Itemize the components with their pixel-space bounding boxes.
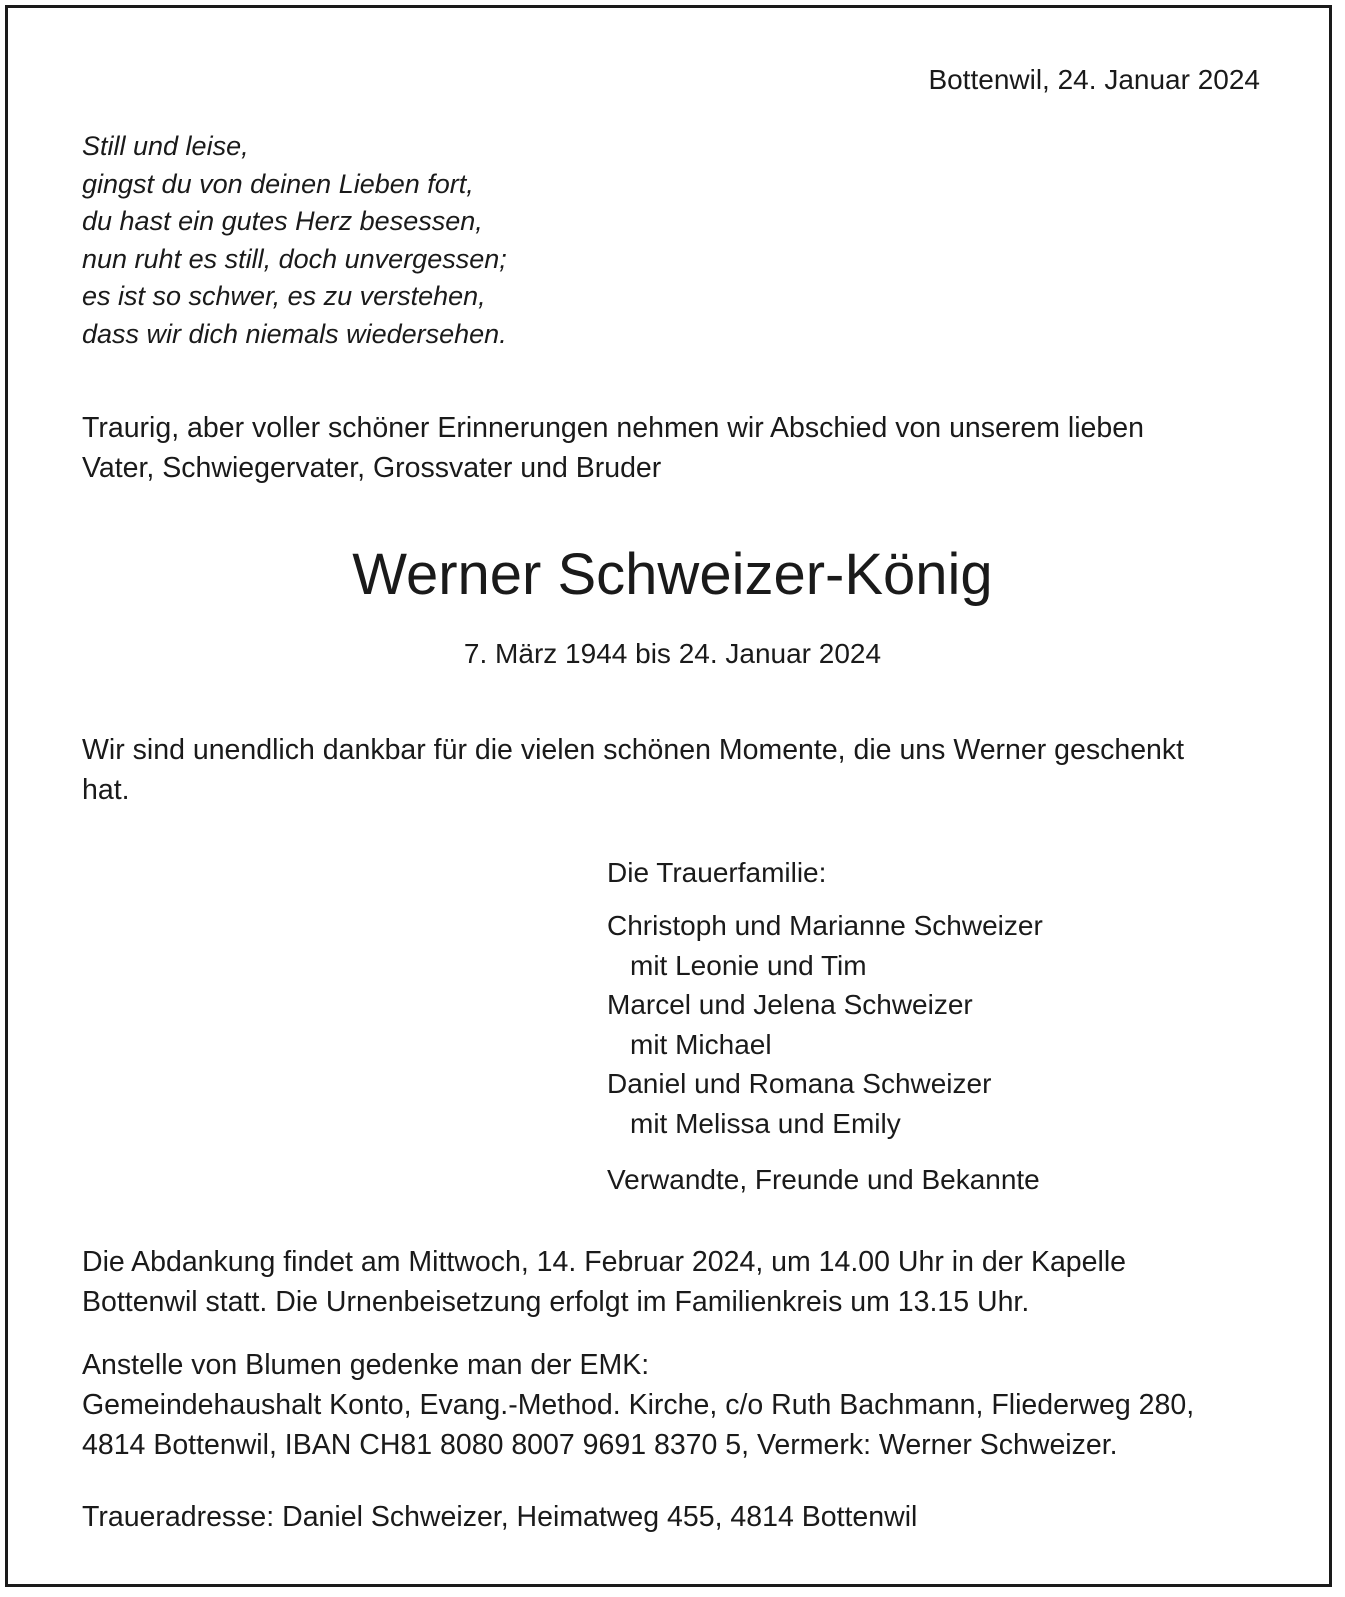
poem-line: dass wir dich niemals wiedersehen. (82, 318, 507, 349)
donation-paragraph (82, 1345, 1194, 1465)
mourning-address: Traueradresse: Daniel Schweizer, Heimatweg 455, 4814 Bottenwil (82, 1501, 918, 1533)
service-line: Die Abdankung findet am Mittwoch, 14. Februar 2024, um 14.00 Uhr in der Kapelle (82, 1246, 1127, 1278)
family-couple: Marcel und Jelena Schweizer (607, 989, 973, 1020)
donation-line: Gemeindehaushalt Konto, Evang.-Method. Kirche, c/o Ruth Bachmann, Fliederweg 280, (82, 1389, 1195, 1421)
family-couple: Daniel und Romana Schweizer (607, 1068, 992, 1099)
intro-line: Vater, Schwiegervater, Grossvater und Bruder (82, 452, 662, 484)
intro-paragraph (82, 408, 1144, 488)
service-line: Bottenwil statt. Die Urnenbeisetzung erfolgt im Familienkreis um 13.15 Uhr. (82, 1286, 1030, 1318)
place-date: Bottenwil, 24. Januar 2024 (928, 64, 1260, 95)
thanks-paragraph (82, 730, 1184, 810)
poem-line: es ist so schwer, es zu verstehen, (82, 281, 486, 312)
family-others: Verwandte, Freunde und Bekannte (607, 1164, 1040, 1195)
donation-line: Anstelle von Blumen gedenke man der EMK: (82, 1349, 650, 1381)
intro-line: Traurig, aber voller schöner Erinnerungen nehmen wir Abschied von unserem lieben (82, 412, 1144, 444)
thanks-line: Wir sind unendlich dankbar für die vielen schönen Momente, die uns Werner geschenkt (82, 734, 1185, 766)
service-paragraph (82, 1242, 1126, 1322)
family-heading: Die Trauerfamilie: (607, 857, 827, 888)
life-dates: 7. März 1944 bis 24. Januar 2024 (463, 638, 882, 669)
thanks-line: hat. (82, 774, 130, 806)
poem-line: Still und leise, (82, 131, 249, 161)
family-children: mit Leonie und Tim (630, 949, 867, 981)
family-children: mit Michael (630, 1028, 772, 1060)
mourning-family (607, 853, 1043, 1200)
donation-line: 4814 Bottenwil, IBAN CH81 8080 8007 9691 8370 5, Vermerk: Werner Schweizer. (82, 1429, 1118, 1461)
poem-line: du hast ein gutes Herz besessen, (82, 206, 483, 237)
family-couple: Christoph und Marianne Schweizer (607, 910, 1043, 941)
poem-line: gingst du von deinen Lieben fort, (82, 168, 474, 199)
family-children: mit Melissa und Emily (630, 1107, 901, 1139)
poem (82, 128, 507, 354)
poem-line: nun ruht es still, doch unvergessen; (82, 243, 507, 274)
deceased-name: Werner Schweizer-König (352, 542, 993, 607)
